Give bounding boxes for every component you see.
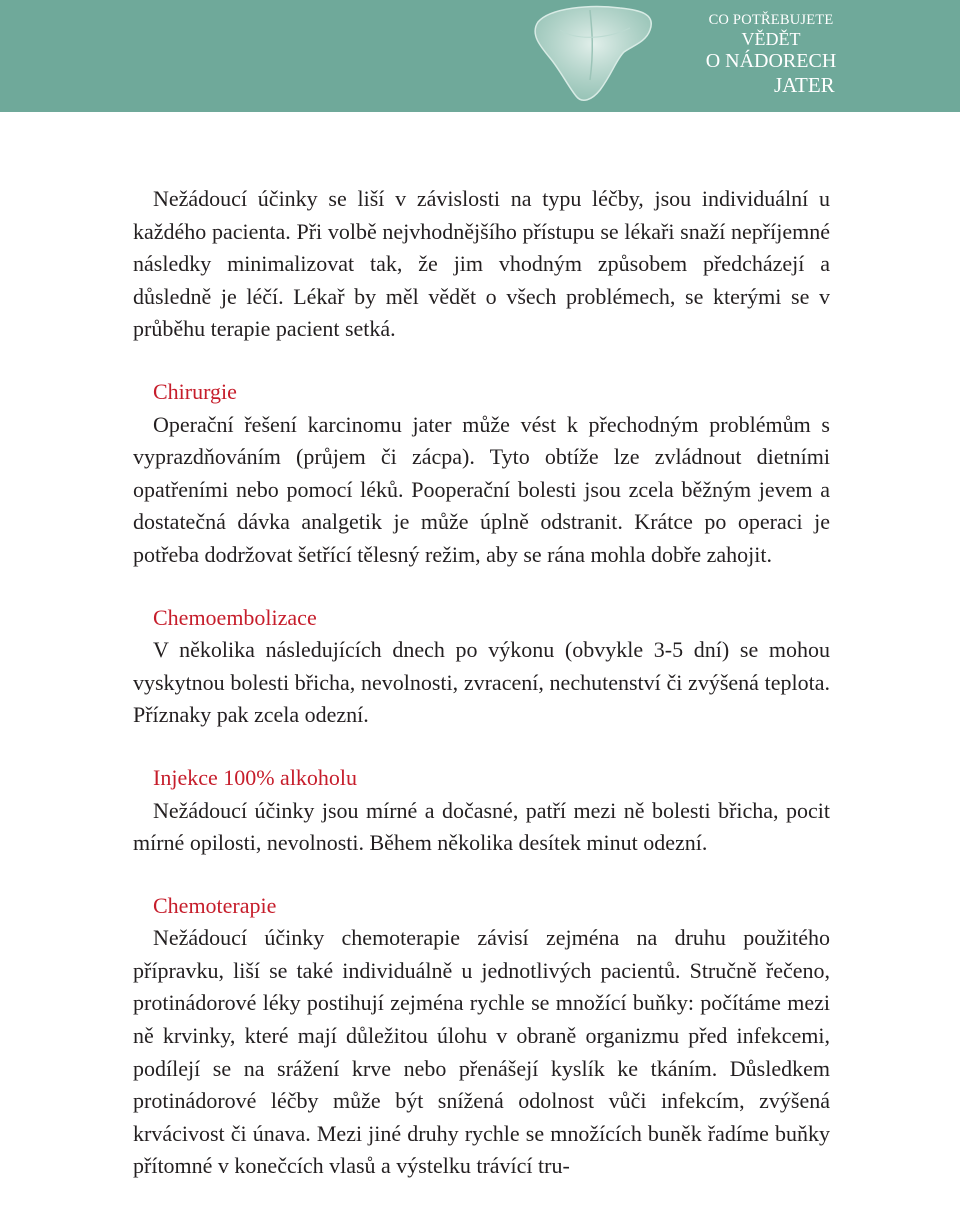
- title-line-1: CO POTŘEBUJETE: [708, 12, 834, 28]
- section-text: Nežádoucí účinky jsou mírné a dočasné, patří mezi ně bolesti břicha, pocit mírné opilosti, nevolnosti. Během několika desítek minut odezní.: [133, 797, 830, 856]
- section-heading: Chemoterapie: [153, 892, 277, 918]
- section-heading: Chemoembolizace: [153, 604, 317, 630]
- section-chirurgie: [133, 376, 830, 572]
- brochure-title: [696, 12, 846, 98]
- section-chemoterapie: [133, 890, 830, 1183]
- section-text: Nežádoucí účinky chemoterapie závisí zejména na druhu použitého přípravku, liší se také individuálně u jednotlivých pacientů. Stručně řečeno, protinádorové léky postihují zejména rychle se množící buňky: počítáme mezi ně krvinky, které mají důležitou úlohu v obraně organizmu před infekcemi, podílejí se na srážení krve nebo přenášejí kyslík ke tkáním. Důsledkem protinádorové léčby může být snížená odolnost vůči infekcím, zvýšená krvácivost či únava. Mezi jiné druhy rychle se množících buněk řadíme buňky přítomné v konečcích vlasů a výstelku trávící tru-: [133, 925, 830, 1179]
- section-text: V několika následujících dnech po výkonu (obvykle 3-5 dní) se mohou vyskytnou bolesti břicha, nevolnosti, zvracení, nechutenství či zvýšená teplota. Příznaky pak zcela odezní.: [133, 637, 830, 728]
- section-heading: Injekce 100% alkoholu: [153, 764, 358, 790]
- title-line-4: JATER: [774, 73, 835, 97]
- section-injekce-alkoholu: [133, 762, 830, 860]
- title-line-3: O NÁDORECH: [705, 50, 837, 72]
- section-text: Operační řešení karcinomu jater může vést k přechodným problémům s vyprazdňováním (průjem či zácpa). Tyto obtíže lze zvládnout dietními opatřeními nebo pomocí léků. Pooperační bolesti jsou zcela běžným jevem a dostatečná dávka analgetik je může úplně odstranit. Krátce po operaci je potřeba dodržovat šetřící tělesný režim, aby se rána mohla dobře zahojit.: [133, 411, 830, 567]
- intro-paragraph: Nežádoucí účinky se liší v závislosti na typu léčby, jsou individuální u každého pacienta. Při volbě nejvhodnějšího přístupu se lékaři snaží nepříjemné následky minimalizovat tak, že jim vhodným způsobem předcházejí a důsledně je léčí. Lékař by měl vědět o všech problémech, se kterými se v průběhu terapie pacient setká.: [133, 186, 830, 342]
- title-line-2: VĚDĚT: [741, 29, 801, 49]
- article-body: [133, 183, 830, 1183]
- liver-icon: [520, 0, 670, 112]
- section-heading: Chirurgie: [153, 378, 237, 404]
- page-header: [0, 0, 960, 112]
- section-chemoembolizace: [133, 602, 830, 732]
